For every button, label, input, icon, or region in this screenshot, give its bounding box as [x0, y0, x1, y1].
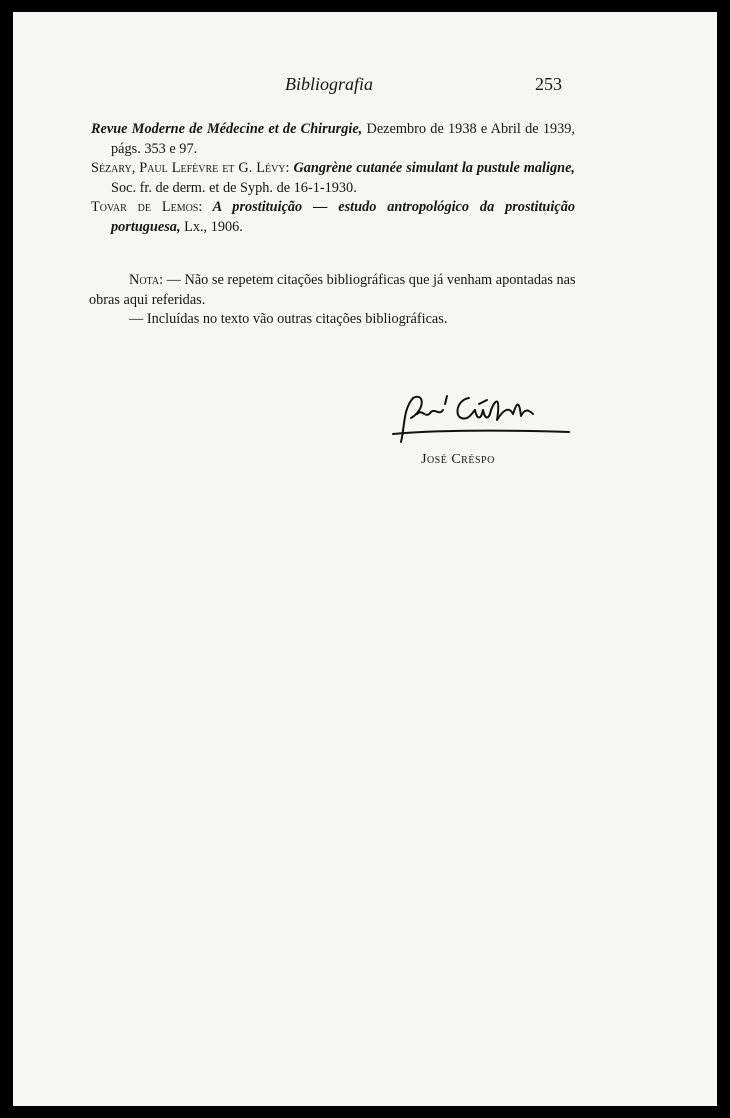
entry-details: Lx., 1906. — [180, 218, 243, 235]
signature-block — [373, 380, 573, 470]
note-label: Nota: — [129, 272, 164, 288]
bibliography-list — [91, 120, 575, 237]
bibliography-entry — [91, 198, 575, 237]
entry-details: Soc. fr. de derm. et de Syph. de 16-1-1930. — [111, 179, 357, 196]
note-text: — Não se repetem citações bibliográficas que já venham apontadas nas obras aqui referidas. — [89, 272, 576, 308]
page-number: 253 — [535, 74, 562, 94]
document-page — [13, 12, 717, 1106]
entry-title: A prostituição — estudo antropológico da prostituição portuguesa, — [111, 199, 575, 235]
entry-authors: Sézary, Paul Lefèvre et G. Lévy: — [91, 160, 290, 176]
entry-title: Gangrène cutanée simulant la pustule maligne, — [289, 160, 576, 176]
note-paragraph: — Incluídas no texto vão outras citações bibliográficas. — [129, 311, 448, 327]
note-paragraph — [89, 271, 577, 310]
bibliography-entry — [91, 159, 575, 198]
entry-title: Revue Moderne de Médecine et de Chirurgie, — [91, 121, 363, 137]
entry-authors: Tovar de Lemos: — [91, 199, 203, 215]
note-block — [89, 271, 577, 330]
running-head-title: Bibliografia — [285, 74, 374, 94]
bibliography-entry — [91, 120, 575, 159]
author-name: José Créspo — [421, 452, 495, 467]
handwritten-signature — [373, 380, 573, 450]
entry-details: Dezembro de 1938 e Abril de 1939, págs. 353 e 97. — [111, 121, 575, 157]
running-head — [13, 72, 717, 102]
